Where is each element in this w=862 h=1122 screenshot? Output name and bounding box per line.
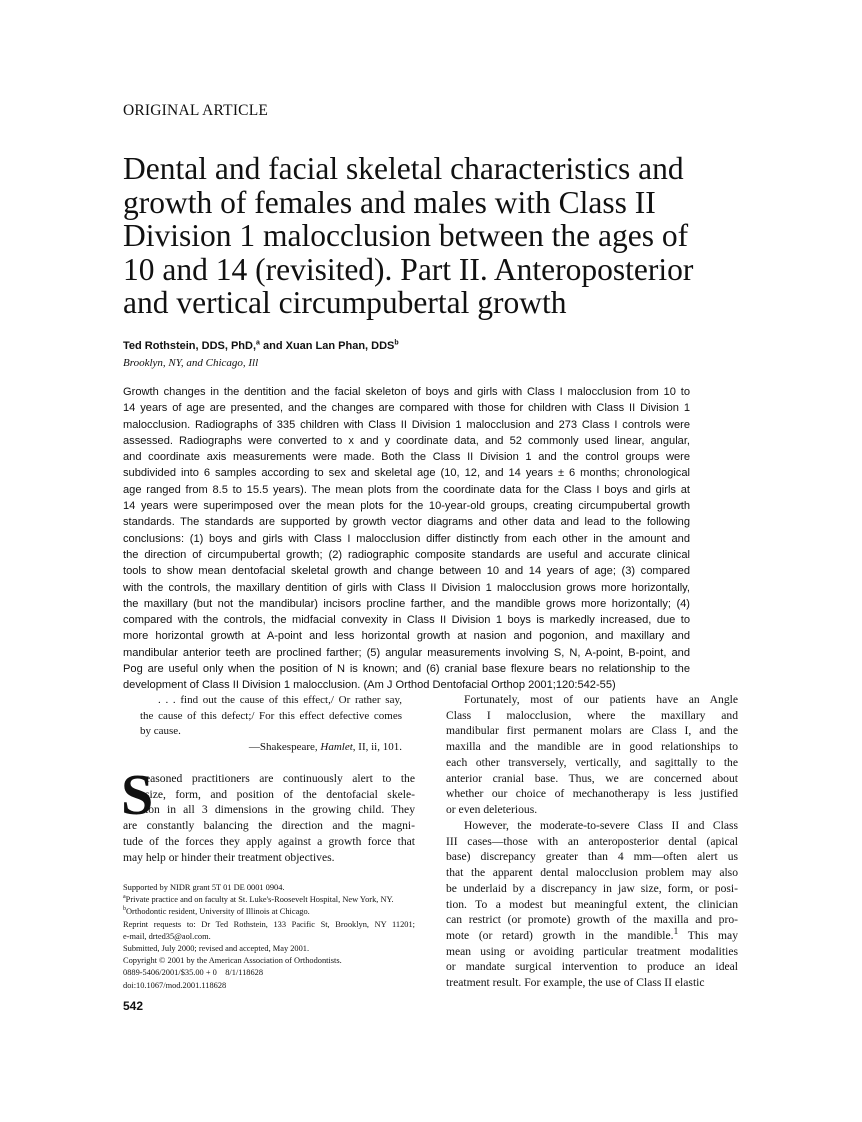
attribution-work: Hamlet [320, 740, 353, 753]
citation-marker[interactable]: 1 [673, 926, 679, 938]
epigraph-lines [140, 693, 402, 740]
epigraph-line: the cause of this defect;/ For this effect defective comes [140, 709, 402, 722]
author-list [123, 340, 399, 352]
title-line: and vertical circumpubertal growth [123, 285, 567, 320]
abstract-line: compared with the controls, the midfacial convexity in Class II Division 1 boys is markedly increased, due to [123, 614, 690, 627]
abstract-line: mandibular anterior teeth are proclined farther; (5) angular measurements involving S, N, A-point, B-point, and [123, 646, 690, 659]
abstract-line: subdivided into 6 samples according to sex and skeletal age (10, 12, and 14 years ± 6 months; chronological [123, 467, 690, 480]
body-line: be underlaid by a discrepancy in jaw size, form, or posi- [446, 881, 738, 895]
affiliation-b [123, 906, 415, 918]
affiliation-a [123, 894, 415, 906]
paragraph [446, 818, 738, 991]
epigraph-line: by cause. [140, 725, 181, 738]
abstract-line: tools to show mean dentofacial skeletal growth and change between 10 and 14 years of age; (3) compared [123, 565, 690, 578]
copyright-notice: Copyright © 2001 by the American Association of Orthodontists. [123, 956, 342, 966]
body-line: treatment result. For example, the use of Class II elastic [446, 976, 705, 990]
doi-line: doi:10.1067/mod.2001.118628 [123, 980, 227, 990]
body-line [446, 928, 738, 944]
page-number: 542 [123, 999, 144, 1013]
contact-email: e-mail, drted35@aol.com. [123, 931, 211, 941]
abstract-line: conclusions: (1) boys and girls with Class I malocclusion differ distinctly from each other in the amount and [123, 532, 690, 545]
abstract-line: 14 years were superimposed over the mean plots for the 10-year-old groups, creating circumpubertal growth [123, 500, 690, 513]
body-line: base) discrepancy greater than 4 mm—often alert us [446, 850, 738, 864]
line-text: mote (or retard) growth in the mandible. [446, 929, 674, 943]
abstract-line: Growth changes in the dentition and the facial skeleton of boys and girls with Class I malocclusion from 10 to [123, 386, 690, 398]
abstract-line: age ranged from 8.5 to 15.5 years). The mean plots from the coordinate data for the Class I boys and girls at [123, 483, 690, 496]
abstract-line: and coordinate axis measurements were made. Both the Class II Division 1 and the control groups were [123, 451, 690, 464]
line-text: This may [678, 929, 738, 943]
body-line: may help or hinder their treatment objectives. [123, 850, 335, 864]
abstract-line: the direction of circumpubertal growth; (2) radiographic composite standards are useful and accurate clinical [123, 548, 690, 561]
abstract [123, 384, 690, 694]
abstract-line: assessed. Radiographs were converted to x and y coordinate data, and 52 commonly used linear, angular, [123, 434, 690, 447]
abstract-line: the maxillary (but not the mandibular) incisors procline farther, and the mandible grows more horizontally; (4) [123, 597, 690, 610]
body-line: mandibular first permanent molars are Class I, and the [446, 724, 738, 738]
body-line: whether our choice of mechanotherapy is less justified [446, 787, 738, 801]
body-line: size, form, and position of the dentofacial skele- [145, 787, 415, 801]
affiliation-marker: a [123, 894, 126, 901]
abstract-line: development of Class II Division 1 malocclusion. (Am J Orthod Dentofacial Orthop 2001;120:542-55) [123, 679, 616, 692]
abstract-line: standards. The standards are supported by growth vector diagrams and other data and lead to the following [123, 516, 690, 529]
title-line: Dental and facial skeletal characteristics and [123, 151, 684, 186]
drop-cap: S [121, 762, 154, 827]
epigraph-line: . . . find out the cause of this effect,/ Or rather say, [158, 694, 402, 706]
body-line: Class I malocclusion, where the maxillary and [446, 708, 738, 722]
title-line: 10 and 14 (revisited). Part II. Anteroposterior [123, 251, 694, 287]
section-label: ORIGINAL ARTICLE [123, 102, 269, 119]
title-line: Division 1 malocclusion between the ages of [123, 218, 689, 253]
body-right-column [446, 692, 738, 991]
body-line: each other transversely, vertically, and sagittally to the [446, 755, 738, 769]
body-line: III cases—those with an anteroposterior dental (apical [446, 834, 738, 848]
body-line: Fortunately, most of our patients have an Angle [464, 693, 738, 706]
author-name: Ted Rothstein, DDS, PhD, [123, 340, 257, 352]
body-line: can restrict (or promote) growth of the maxilla and pro- [446, 913, 738, 927]
body-line: or mandate surgical intervention to produce an ideal [446, 960, 738, 974]
paragraph [446, 692, 738, 818]
reprint-requests: Reprint requests to: Dr Ted Rothstein, 133 Pacific St, Brooklyn, NY 11201; [123, 919, 415, 929]
affiliation-marker: b [123, 906, 126, 913]
affiliation-text: Orthodontic resident, University of Illinois at Chicago. [126, 907, 310, 917]
article-title [123, 152, 723, 320]
abstract-line: Pog are useful only when the position of N is known; and (6) cranial base flexure bears no relationship to the [123, 663, 690, 676]
abstract-line: malocclusion. Radiographs of 335 children with Class II Division 1 malocclusion and 273 Class I controls were [123, 418, 690, 431]
epigraph-attribution [140, 740, 402, 756]
issn-line: 0889-5406/2001/$35.00 + 0 8/1/118628 [123, 968, 264, 978]
body-line: maxilla and the mandible are in good relationships to [446, 740, 738, 754]
submission-dates: Submitted, July 2000; revised and accepted, May 2001. [123, 944, 310, 954]
body-left-column [121, 762, 415, 865]
body-line: anterior cranial base. Thus, we are concerned about [446, 771, 738, 785]
body-line: are constantly balancing the direction and the magni- [123, 819, 415, 833]
footnotes [123, 882, 415, 992]
funding-note: Supported by NIDR grant 5T 01 DE 0001 0904. [123, 883, 285, 892]
abstract-line: more horizontal growth at A-point and less horizontal growth at nasion and pogonion, and maxillary and [123, 630, 690, 643]
body-line: or even deleterious. [446, 803, 538, 817]
body-line: However, the moderate-to-severe Class II and Class [464, 818, 738, 832]
affiliation-marker: b [394, 339, 399, 347]
affiliation-text: Private practice and on faculty at St. Luke's-Roosevelt Hospital, New York, NY. [125, 895, 394, 905]
attribution-location: , II, ii, 101. [352, 740, 402, 753]
author-name: and Xuan Lan Phan, DDS [259, 340, 395, 352]
body-line: tion. To a modest but meaningful extent, the clinician [446, 897, 738, 911]
body-line: easoned practitioners are continuously alert to the [145, 772, 415, 785]
attribution-author: —Shakespeare, [248, 740, 321, 753]
affiliation-marker: a [256, 339, 260, 347]
abstract-line: 14 years of age are presented, and the changes are compared with those for children with Class II Division 1 [123, 402, 690, 415]
epigraph [140, 693, 402, 755]
body-line: tude of the forces they apply against a growth force that [123, 834, 415, 848]
abstract-line: with the controls, the maxillary dentition of girls with Class II Division 1 malocclusion grows more horizontally, [123, 581, 690, 594]
body-line: ton in all 3 dimensions in the growing child. They [145, 803, 415, 817]
body-line: mean using or avoiding particular treatment modalities [446, 944, 738, 958]
title-line: growth of females and males with Class II [123, 184, 656, 220]
author-location: Brooklyn, NY, and Chicago, Ill [123, 357, 259, 369]
body-line: that the apparent dental malocclusion problem may also [446, 866, 738, 880]
